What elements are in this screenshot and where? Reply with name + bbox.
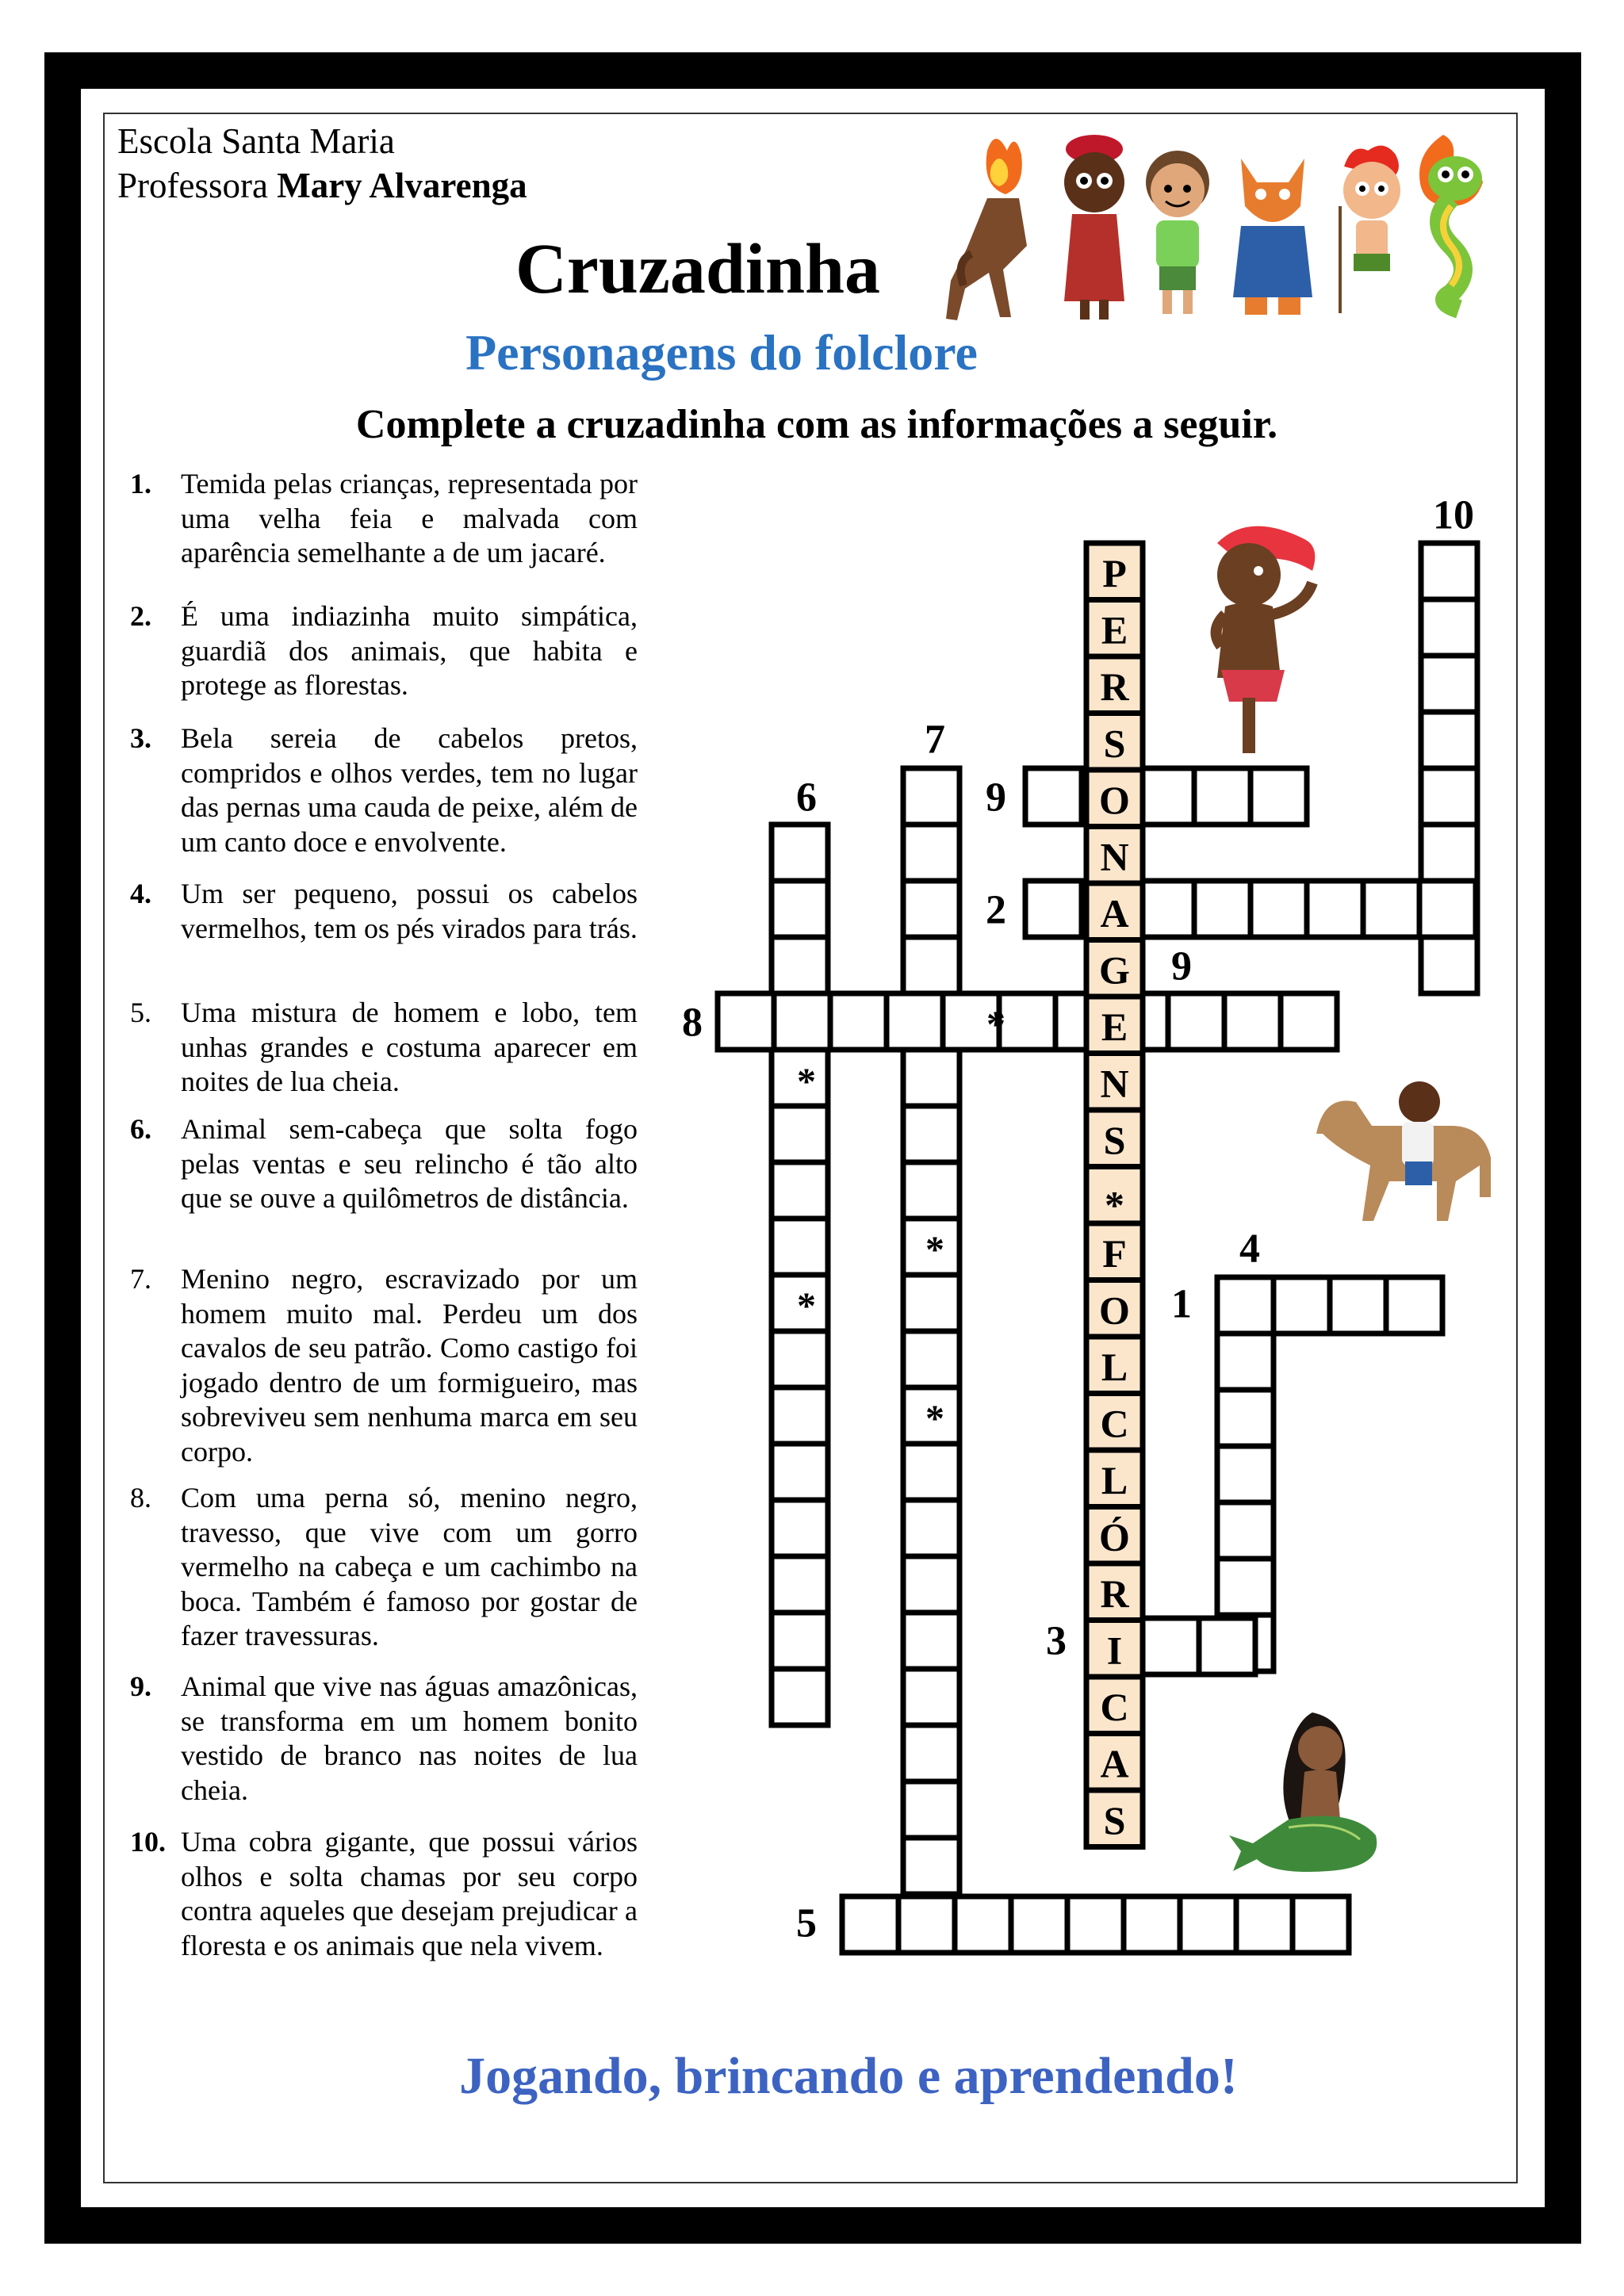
teacher-name: Mary Alvarenga (277, 166, 527, 205)
vertical-word-letter: I (1106, 1628, 1123, 1673)
crossword-cell[interactable] (772, 1613, 828, 1669)
crossword-cell[interactable] (999, 993, 1055, 1050)
crossword-cell[interactable] (1421, 825, 1477, 881)
crossword-cell[interactable] (903, 1331, 959, 1387)
vertical-word-letter: E (1101, 607, 1128, 652)
grid-number-9-down: 9 (1171, 943, 1192, 989)
star-marker: * (986, 1004, 1005, 1046)
crossword-cell[interactable] (903, 1838, 959, 1894)
crossword-cell[interactable] (1180, 1896, 1236, 1953)
star-marker: * (797, 1061, 816, 1103)
crossword-cell[interactable] (772, 1444, 828, 1500)
page-title: Cruzadinha (515, 230, 881, 308)
crossword-cell[interactable] (903, 1275, 959, 1331)
crossword-cell[interactable] (1194, 768, 1251, 825)
grid-number-4: 4 (1239, 1226, 1260, 1272)
crossword-cell[interactable] (903, 825, 959, 881)
vertical-word-letter: G (1099, 947, 1130, 993)
crossword-cell[interactable] (903, 1613, 959, 1669)
crossword-cell[interactable] (1217, 1446, 1274, 1502)
crossword-cell[interactable] (772, 1556, 828, 1613)
crossword-cell[interactable] (903, 1162, 959, 1219)
clue-number: 5. (130, 997, 151, 1028)
crossword-cell[interactable] (1421, 656, 1477, 712)
crossword-cell[interactable] (1217, 1502, 1274, 1559)
boitata-illustration (1419, 135, 1483, 309)
footer-slogan: Jogando, brincando e aprendendo! (459, 2047, 1238, 2105)
crossword-cell[interactable] (1421, 543, 1477, 599)
clue-text: Uma mistura de homem e lobo, tem unhas grandes e costuma aparecer em noites de lua cheia. (181, 997, 638, 1097)
curupira-illustration (1340, 146, 1400, 313)
crossword-cell[interactable] (774, 993, 830, 1050)
grid-number-7: 7 (925, 717, 945, 763)
werewolf-illustration (1233, 159, 1312, 315)
crossword-cell[interactable] (1143, 1618, 1199, 1674)
clue-text: É uma indiazinha muito simpática, guardiã dos animais, que habita e protege as florestas. (181, 600, 638, 701)
clue-text: Uma cobra gigante, que possui vários olhos e solta chamas por seu corpo contra aqueles que desejam prejudicar a floresta e os animais que nela vivem. (181, 1826, 638, 1961)
clue-text: Um ser pequeno, possui os cabelos vermelhos, tem os pés virados para trás. (181, 878, 638, 944)
crossword-cell[interactable] (772, 1331, 828, 1387)
school-name: Escola Santa Maria (117, 121, 395, 161)
vertical-word-letter: E (1101, 1004, 1128, 1049)
vertical-word-letter: * (1105, 1182, 1124, 1227)
boy-illustration (1146, 151, 1209, 314)
crossword-cell[interactable] (903, 1725, 959, 1781)
clue-number: 3. (130, 722, 151, 754)
vertical-word-letter: S (1103, 1117, 1126, 1162)
pastoreio-boy-illustration (1064, 135, 1124, 320)
crossword-cell[interactable] (898, 1896, 955, 1953)
star-marker: * (925, 1398, 944, 1440)
crossword-cell[interactable] (903, 881, 959, 937)
saci-illustration (1216, 526, 1316, 753)
vertical-word-letter: L (1101, 1344, 1128, 1389)
clue-text: Animal sem-cabeça que solta fogo pelas ventas e seu relincho é tão alto que se ouve a quilômetros de distância. (181, 1113, 638, 1214)
clue-text: Bela sereia de cabelos pretos, compridos e olhos verdes, tem no lugar das pernas uma cauda de peixe, além de um canto doce e envolvente. (181, 722, 638, 858)
crossword-cell[interactable] (1217, 1277, 1274, 1334)
crossword-cell[interactable] (1199, 1618, 1255, 1674)
crossword-cell[interactable] (1217, 1334, 1274, 1390)
clue-text: Temida pelas crianças, representada por uma velha feia e malvada com aparência semelhante a de um jacaré. (181, 468, 638, 568)
crossword-cell[interactable] (772, 881, 828, 937)
crossword-cell[interactable] (903, 1781, 959, 1838)
crossword-cell[interactable] (1217, 1390, 1274, 1446)
vertical-word-letter: N (1100, 834, 1129, 879)
crossword-cell[interactable] (1293, 1896, 1349, 1953)
folklore-characters-illustration (946, 135, 1483, 320)
crossword-cell[interactable] (1274, 1277, 1330, 1334)
crossword-cell[interactable] (903, 1106, 959, 1162)
crossword-cell[interactable] (1025, 881, 1082, 937)
crossword-cell[interactable] (903, 1669, 959, 1725)
crossword-cell[interactable] (1251, 768, 1307, 825)
grid-number-1: 1 (1171, 1281, 1192, 1327)
crossword-cell[interactable] (772, 1669, 828, 1725)
crossword-cell[interactable] (1168, 993, 1224, 1050)
crossword-cell[interactable] (1138, 881, 1194, 937)
page-subtitle: Personagens do folclore (465, 324, 978, 381)
crossword-cell[interactable] (1421, 937, 1477, 993)
vertical-word-letter: O (1099, 1288, 1130, 1333)
crossword-cell[interactable] (1421, 599, 1477, 656)
vertical-word-letter: L (1101, 1457, 1128, 1502)
instruction-text: Complete a cruzadinha com as informações a seguir. (355, 402, 1278, 447)
crossword-cell[interactable] (1419, 881, 1476, 937)
vertical-word-letter: C (1100, 1401, 1129, 1446)
crossword-cell[interactable] (903, 768, 959, 825)
clue-number: 8. (130, 1482, 151, 1513)
vertical-word-letter: R (1100, 1571, 1129, 1616)
crossword-cell[interactable] (1217, 1559, 1274, 1615)
crossword-cell[interactable] (830, 993, 887, 1050)
crossword-cell[interactable] (772, 1162, 828, 1219)
crossword-cell[interactable] (772, 1106, 828, 1162)
crossword-cell[interactable] (1307, 881, 1363, 937)
grid-number-3: 3 (1046, 1618, 1067, 1664)
grid-number-2: 2 (986, 887, 1006, 933)
crossword-cell[interactable] (1011, 1896, 1067, 1953)
clue-text: Animal que vive nas águas amazônicas, se transforma em um homem bonito vestido de branco nas noites de lua cheia. (181, 1670, 638, 1806)
crossword-cell[interactable] (772, 1500, 828, 1556)
crossword-cell[interactable] (903, 1444, 959, 1500)
vertical-word-letter: A (1100, 1741, 1129, 1786)
vertical-word-letter: P (1102, 550, 1127, 595)
vertical-word-letter: A (1100, 890, 1129, 936)
star-marker: * (925, 1229, 944, 1271)
teacher-prefix: Professora (117, 166, 278, 205)
grid-number-9-across: 9 (986, 775, 1006, 821)
clue-number: 9. (130, 1670, 151, 1702)
crossword-cell[interactable] (1236, 1896, 1293, 1953)
clue-text: Com uma perna só, menino negro, travesso, que vive com um gorro vermelho na cabeça e um cachimbo na boca. Também é famoso por gostar de fazer travessuras. (181, 1482, 638, 1651)
star-marker: * (797, 1285, 816, 1327)
crossword-cell[interactable] (1138, 768, 1194, 825)
clue-text: Menino negro, escravizado por um homem muito mal. Perdeu um dos cavalos de seu patrão. Como castigo foi jogado dentro de um formigueiro, mas sobreviveu sem nenhuma marca em seu corpo. (181, 1263, 638, 1468)
grid-number-6: 6 (796, 775, 817, 821)
vertical-word-letter: N (1100, 1061, 1129, 1106)
crossword-cell[interactable] (842, 1896, 898, 1953)
crossword-cell[interactable] (1124, 1896, 1180, 1953)
crossword-cell[interactable] (772, 1387, 828, 1444)
crossword-cell[interactable] (903, 1556, 959, 1613)
vertical-word-letter: S (1103, 721, 1126, 766)
clue-number: 2. (130, 600, 151, 632)
crossword-cell[interactable] (955, 1896, 1011, 1953)
crossword-cell[interactable] (1194, 881, 1251, 937)
crossword-cell[interactable] (772, 937, 828, 993)
crossword-cell[interactable] (1330, 1277, 1386, 1334)
grid-number-10: 10 (1433, 492, 1474, 538)
crossword-cell[interactable] (718, 993, 774, 1050)
crossword-cell[interactable] (1251, 881, 1307, 937)
clue-number: 1. (130, 468, 151, 499)
vertical-word-letter: S (1103, 1797, 1126, 1843)
crossword-cell[interactable] (1421, 712, 1477, 768)
crossword-cells (718, 543, 1477, 1953)
crossword-cell[interactable] (903, 937, 959, 993)
vertical-word-letter: C (1100, 1684, 1129, 1729)
vertical-word-letter: O (1099, 777, 1130, 822)
crossword-cell[interactable] (1421, 768, 1477, 825)
vertical-word-letter: R (1100, 664, 1129, 709)
grid-number-5: 5 (796, 1900, 817, 1946)
crossword-cell[interactable] (887, 993, 943, 1050)
crossword-cell[interactable] (1067, 1896, 1124, 1953)
crossword-cell[interactable] (1025, 768, 1082, 825)
horse-rider-illustration (1316, 1081, 1491, 1221)
crossword-cell[interactable] (1281, 993, 1337, 1050)
clue-number: 7. (130, 1263, 151, 1295)
crossword-cell[interactable] (903, 1050, 959, 1106)
grid-number-8: 8 (682, 1000, 703, 1046)
headless-mule-illustration (946, 139, 1027, 320)
clue-number: 6. (130, 1113, 151, 1145)
crossword-cell[interactable] (772, 1219, 828, 1275)
crossword-cell[interactable] (772, 825, 828, 881)
vertical-word-letter: Ó (1099, 1514, 1130, 1559)
clue-number: 4. (130, 878, 151, 909)
iara-illustration (1229, 1712, 1377, 1872)
crossword-cell[interactable] (1224, 993, 1281, 1050)
vertical-word-letter: F (1102, 1230, 1127, 1276)
clue-number: 10. (130, 1826, 166, 1858)
crossword-cell[interactable] (903, 1500, 959, 1556)
crossword-cell[interactable] (1363, 881, 1419, 937)
crossword-cell[interactable] (1386, 1277, 1442, 1334)
